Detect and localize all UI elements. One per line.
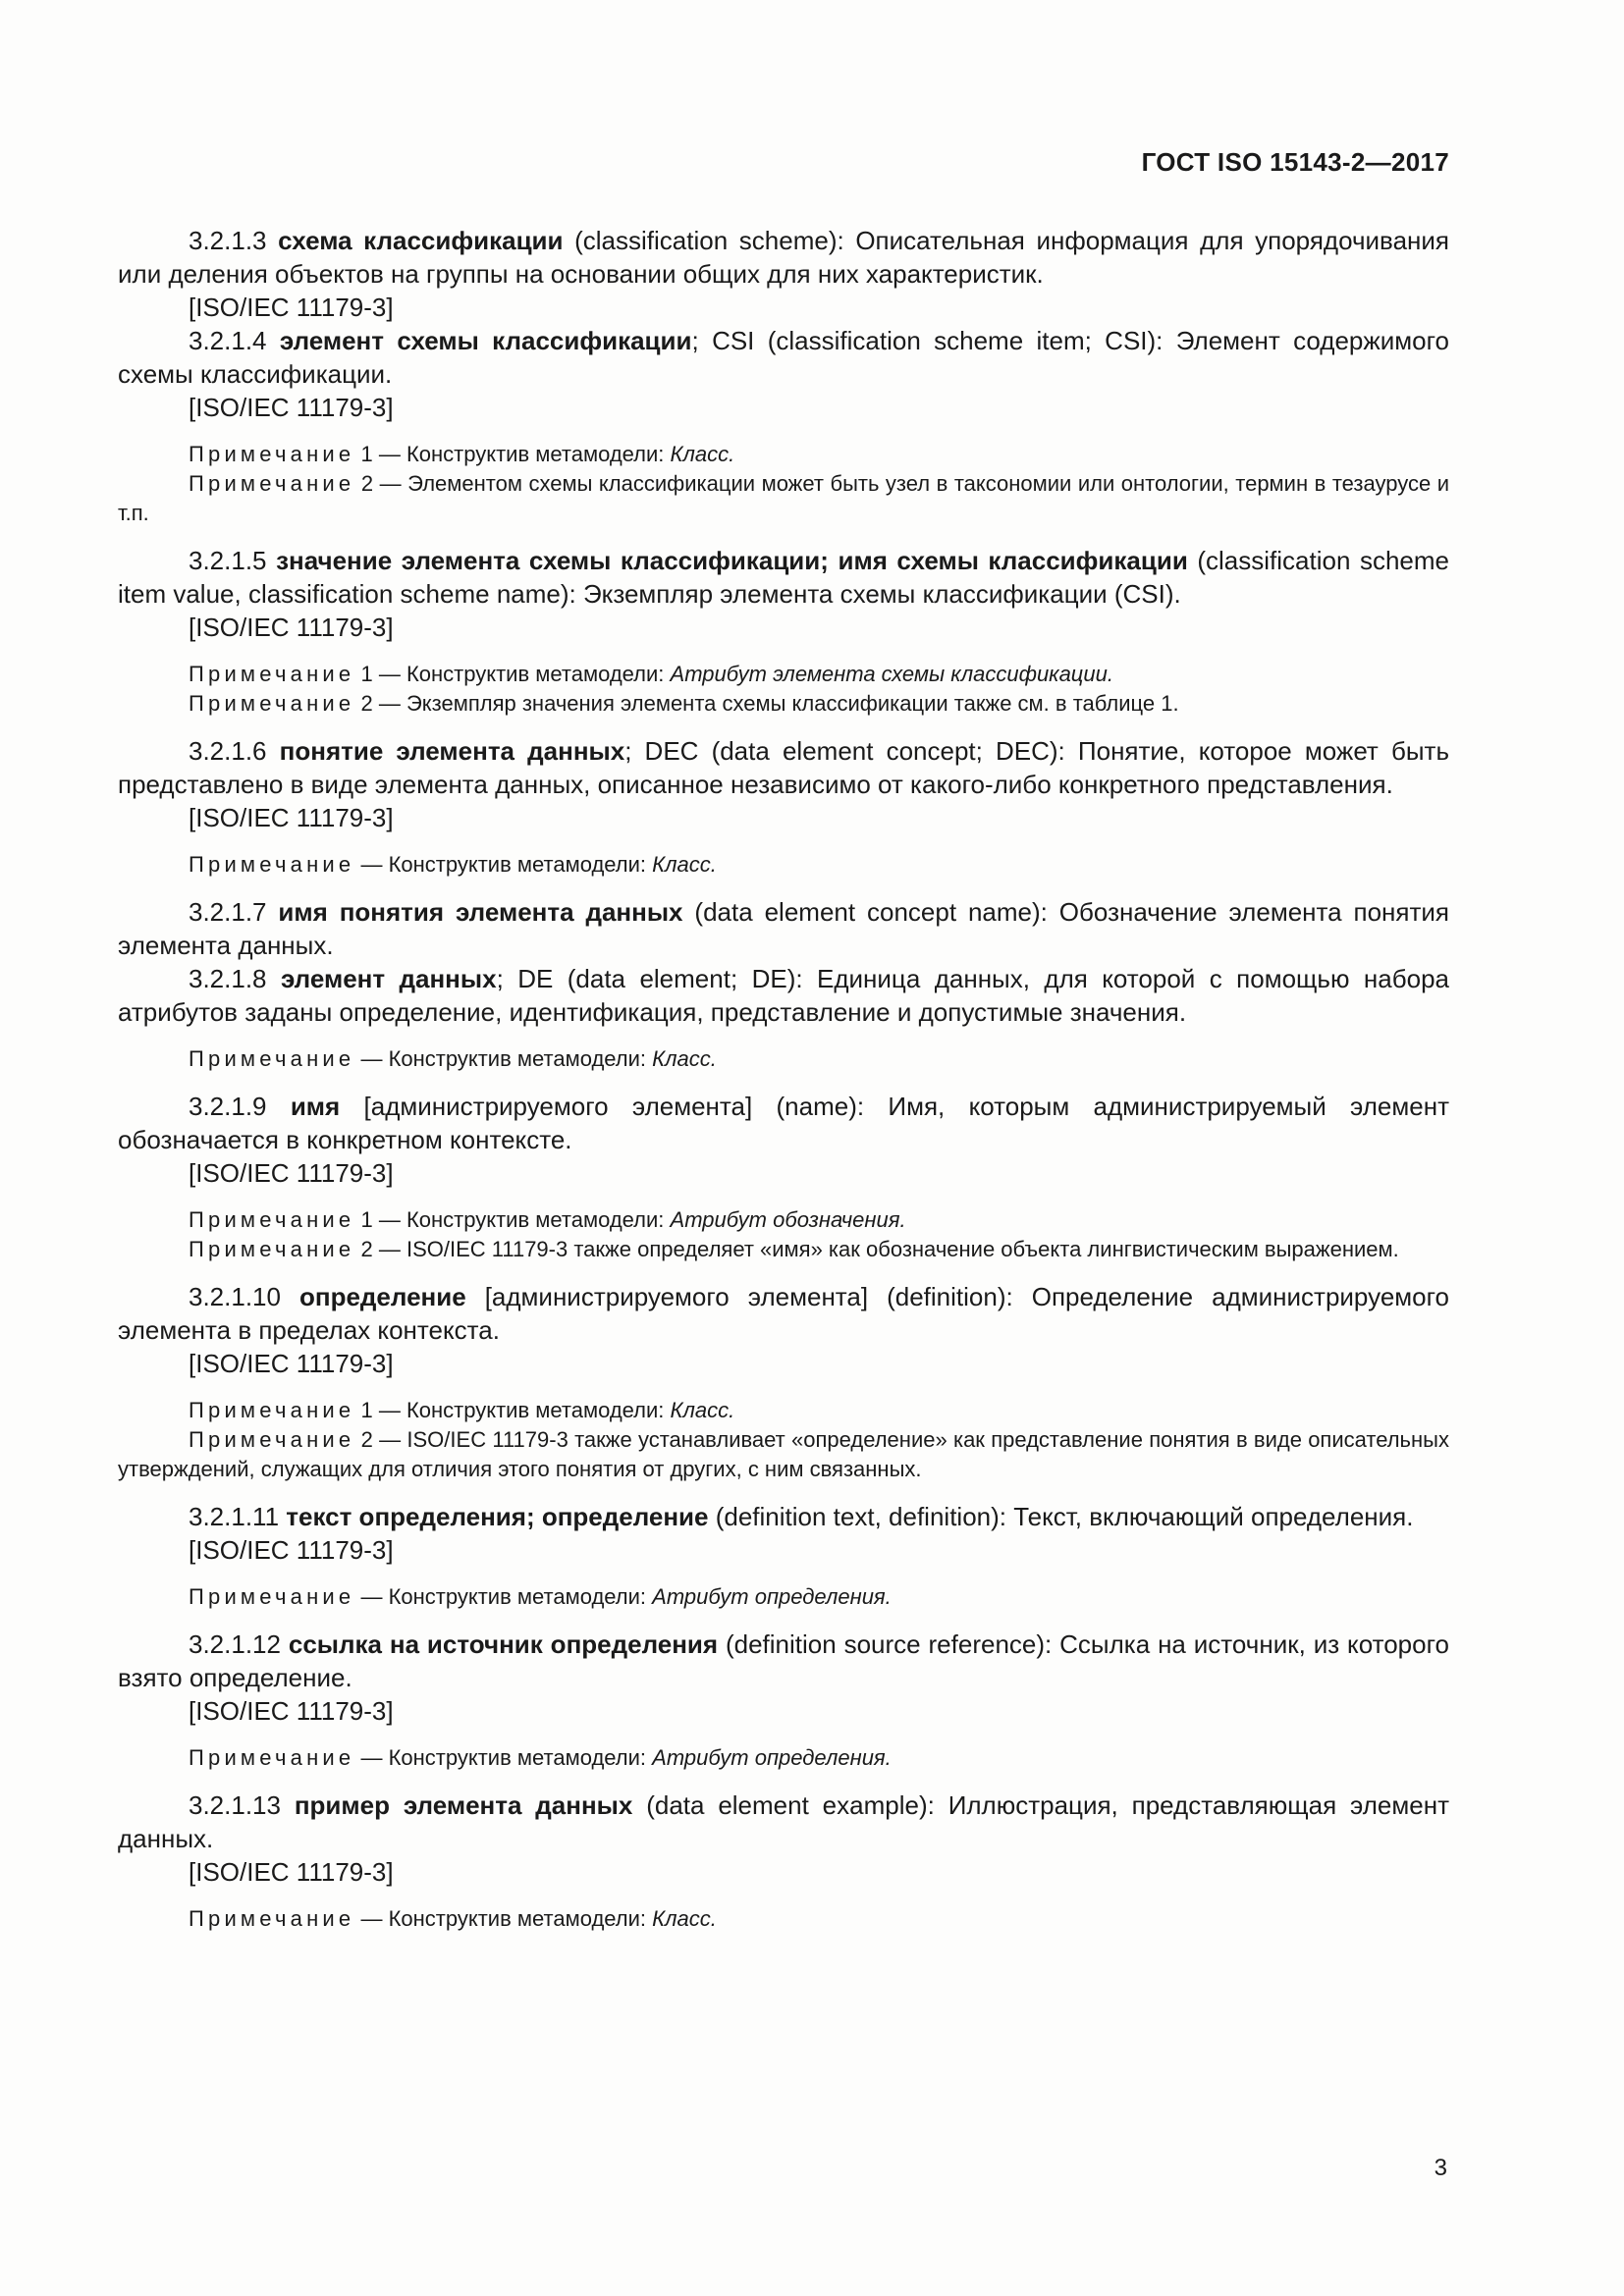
note-label: Примечание xyxy=(189,1207,355,1232)
source-reference: [ISO/IEC 11179-3] xyxy=(189,393,394,422)
source-reference: [ISO/IEC 11179-3] xyxy=(189,1857,394,1887)
entry-number: 3.2.1.12 xyxy=(189,1629,281,1659)
page-number: 3 xyxy=(1434,2155,1447,2181)
note-label: Примечание xyxy=(189,852,355,877)
term-entry xyxy=(118,895,1449,962)
note-number: 1 xyxy=(360,662,373,686)
source-reference: [ISO/IEC 11179-3] xyxy=(189,1535,394,1565)
entry-number: 3.2.1.7 xyxy=(189,897,267,927)
note: Примечание — Конструктив метамодели: Атрибут определения. xyxy=(189,1584,892,1609)
note-label: Примечание xyxy=(189,1046,355,1071)
term-entry xyxy=(118,1789,1449,1855)
note: Примечание 2 — ISO/IEC 11179-3 также устанавливает «определение» как представление понятия в виде описательных утверждений, служащих для отличия этого понятия от других, с ним связанных. xyxy=(118,1427,1449,1481)
notes-block xyxy=(118,1582,1449,1612)
note-text: Конструктив метамодели: xyxy=(388,1046,653,1071)
note-label: Примечание xyxy=(189,1237,355,1261)
note-number: 2 xyxy=(360,691,373,716)
source-reference: [ISO/IEC 11179-3] xyxy=(189,293,394,322)
note: Примечание 2 — Элементом схемы классификации может быть узел в таксономии или онтологии, термин в тезаурусе и т.п. xyxy=(118,471,1449,525)
term-entry xyxy=(118,544,1449,611)
term-entry xyxy=(118,324,1449,391)
note: Примечание — Конструктив метамодели: Атрибут определения. xyxy=(189,1745,892,1770)
note-text: Конструктив метамодели: xyxy=(406,1207,671,1232)
entry-term: значение элемента схемы классификации; имя схемы классификации xyxy=(276,546,1188,575)
note: Примечание 1 — Конструктив метамодели: Атрибут обозначения. xyxy=(189,1207,906,1232)
notes-block xyxy=(118,1205,1449,1264)
source-reference: [ISO/IEC 11179-3] xyxy=(189,803,394,832)
note-label: Примечание xyxy=(189,662,355,686)
notes-block xyxy=(118,660,1449,719)
entry-term: пример элемента данных xyxy=(294,1790,633,1820)
document-header-title: ГОСТ ISO 15143-2—2017 xyxy=(1141,147,1449,177)
note-label: Примечание xyxy=(189,471,355,496)
entry-number: 3.2.1.6 xyxy=(189,736,267,766)
note-number: 2 xyxy=(360,1237,373,1261)
note-italic: Класс. xyxy=(670,442,735,466)
note-text: Конструктив метамодели: xyxy=(406,1398,671,1422)
entry-definition: ; DEC (data element concept; DEC): Понятие, которое может быть представлено в виде элемента данных, описанное независимо от какого-либо конкретного представления. xyxy=(118,736,1449,799)
note-text: Конструктив метамодели: xyxy=(388,852,653,877)
note-text: Конструктив метамодели: xyxy=(388,1745,653,1770)
entry-definition: (classification scheme item value, classification scheme name): Экземпляр элемента схемы классификации (CSI). xyxy=(118,546,1449,609)
entry-definition: ; DE (data element; DE): Единица данных, для которой с помощью набора атрибутов заданы определение, идентификация, представление и допустимые значения. xyxy=(118,964,1449,1027)
note-text: Элементом схемы классификации может быть узел в таксономии или онтологии, термин в тезаурусе и т.п. xyxy=(118,471,1449,525)
note-text: ISO/IEC 11179-3 также определяет «имя» как обозначение объекта лингвистическим выражением. xyxy=(406,1237,1399,1261)
notes-block xyxy=(118,850,1449,880)
notes-block xyxy=(118,1904,1449,1934)
note-number: 1 xyxy=(360,1207,373,1232)
entry-term: элемент данных xyxy=(280,964,497,993)
notes-block xyxy=(118,1044,1449,1074)
source-reference: [ISO/IEC 11179-3] xyxy=(189,613,394,642)
notes-block xyxy=(118,440,1449,528)
entry-term: ссылка на источник определения xyxy=(288,1629,719,1659)
term-entry xyxy=(118,734,1449,801)
note: Примечание 2 — ISO/IEC 11179-3 также определяет «имя» как обозначение объекта лингвистическим выражением. xyxy=(189,1237,1399,1261)
note-label: Примечание xyxy=(189,1906,355,1931)
note: Примечание 1 — Конструктив метамодели: Атрибут элемента схемы классификации. xyxy=(189,662,1113,686)
entry-number: 3.2.1.3 xyxy=(189,226,267,255)
entry-number: 3.2.1.11 xyxy=(189,1502,280,1531)
notes-block xyxy=(118,1396,1449,1484)
entry-term: схема классификации xyxy=(278,226,564,255)
entry-number: 3.2.1.13 xyxy=(189,1790,281,1820)
note-text: Конструктив метамодели: xyxy=(406,442,671,466)
term-entry xyxy=(118,962,1449,1029)
entry-number: 3.2.1.10 xyxy=(189,1282,281,1311)
entry-definition: ; CSI (classification scheme item; CSI): Элемент содержимого схемы классификации. xyxy=(118,326,1449,389)
note-label: Примечание xyxy=(189,1398,355,1422)
entry-number: 3.2.1.4 xyxy=(189,326,267,355)
entry-number: 3.2.1.5 xyxy=(189,546,267,575)
note-italic: Атрибут определения. xyxy=(652,1745,892,1770)
note: Примечание 2 — Экземпляр значения элемента схемы классификации также см. в таблице 1. xyxy=(189,691,1179,716)
note-text: Конструктив метамодели: xyxy=(406,662,671,686)
entry-definition: (classification scheme): Описательная информация для упорядочивания или деления объектов на группы на основании общих для них характеристик. xyxy=(118,226,1449,289)
entry-term: определение xyxy=(299,1282,466,1311)
note: Примечание — Конструктив метамодели: Класс. xyxy=(189,1906,717,1931)
entry-definition: [администрируемого элемента] (name): Имя, которым администрируемый элемент обозначается в конкретном контексте. xyxy=(118,1092,1449,1154)
note-label: Примечание xyxy=(189,1745,355,1770)
entry-definition: (data element concept name): Обозначение элемента понятия элемента данных. xyxy=(118,897,1449,960)
note: Примечание — Конструктив метамодели: Класс. xyxy=(189,852,717,877)
entry-number: 3.2.1.9 xyxy=(189,1092,267,1121)
note-label: Примечание xyxy=(189,691,355,716)
note-italic: Класс. xyxy=(652,852,717,877)
term-entry xyxy=(118,1280,1449,1347)
term-entry xyxy=(118,1090,1449,1156)
note-italic: Класс. xyxy=(652,1906,717,1931)
note-number: 1 xyxy=(360,1398,373,1422)
entry-term: имя xyxy=(290,1092,341,1121)
note-italic: Атрибут элемента схемы классификации. xyxy=(670,662,1113,686)
note-number: 2 xyxy=(360,1427,373,1452)
source-reference: [ISO/IEC 11179-3] xyxy=(189,1696,394,1726)
note: Примечание 1 — Конструктив метамодели: Класс. xyxy=(189,1398,735,1422)
note-label: Примечание xyxy=(189,1427,355,1452)
source-reference: [ISO/IEC 11179-3] xyxy=(189,1158,394,1188)
note: Примечание — Конструктив метамодели: Класс. xyxy=(189,1046,717,1071)
entry-term: текст определения; определение xyxy=(286,1502,709,1531)
note-text: Конструктив метамодели: xyxy=(388,1906,653,1931)
entry-term: понятие элемента данных xyxy=(279,736,625,766)
entry-definition: (data element example): Иллюстрация, представляющая элемент данных. xyxy=(118,1790,1449,1853)
notes-block xyxy=(118,1743,1449,1773)
term-entry xyxy=(118,1500,1449,1533)
note-label: Примечание xyxy=(189,442,355,466)
source-reference: [ISO/IEC 11179-3] xyxy=(189,1349,394,1378)
entry-definition: (definition source reference): Ссылка на источник, из которого взято определение. xyxy=(118,1629,1449,1692)
note: Примечание 1 — Конструктив метамодели: Класс. xyxy=(189,442,735,466)
note-italic: Атрибут определения. xyxy=(652,1584,892,1609)
document-content xyxy=(118,224,1449,1949)
note-text: Конструктив метамодели: xyxy=(388,1584,653,1609)
note-italic: Класс. xyxy=(670,1398,735,1422)
note-label: Примечание xyxy=(189,1584,355,1609)
note-number: 1 xyxy=(360,442,373,466)
note-italic: Класс. xyxy=(652,1046,717,1071)
entry-term: имя понятия элемента данных xyxy=(278,897,683,927)
term-entry xyxy=(118,224,1449,291)
entry-term: элемент схемы классификации xyxy=(279,326,692,355)
note-text: ISO/IEC 11179-3 также устанавливает «определение» как представление понятия в виде описательных утверждений, служащих для отличия этого понятия от других, с ним связанных. xyxy=(118,1427,1449,1481)
entry-definition: (definition text, definition): Текст, включающий определения. xyxy=(708,1502,1414,1531)
note-number: 2 xyxy=(360,471,374,496)
note-text: Экземпляр значения элемента схемы классификации также см. в таблице 1. xyxy=(406,691,1179,716)
note-italic: Атрибут обозначения. xyxy=(670,1207,906,1232)
entry-definition: [администрируемого элемента] (definition): Определение администрируемого элемента в пределах контекста. xyxy=(118,1282,1449,1345)
term-entry xyxy=(118,1628,1449,1694)
entry-number: 3.2.1.8 xyxy=(189,964,267,993)
